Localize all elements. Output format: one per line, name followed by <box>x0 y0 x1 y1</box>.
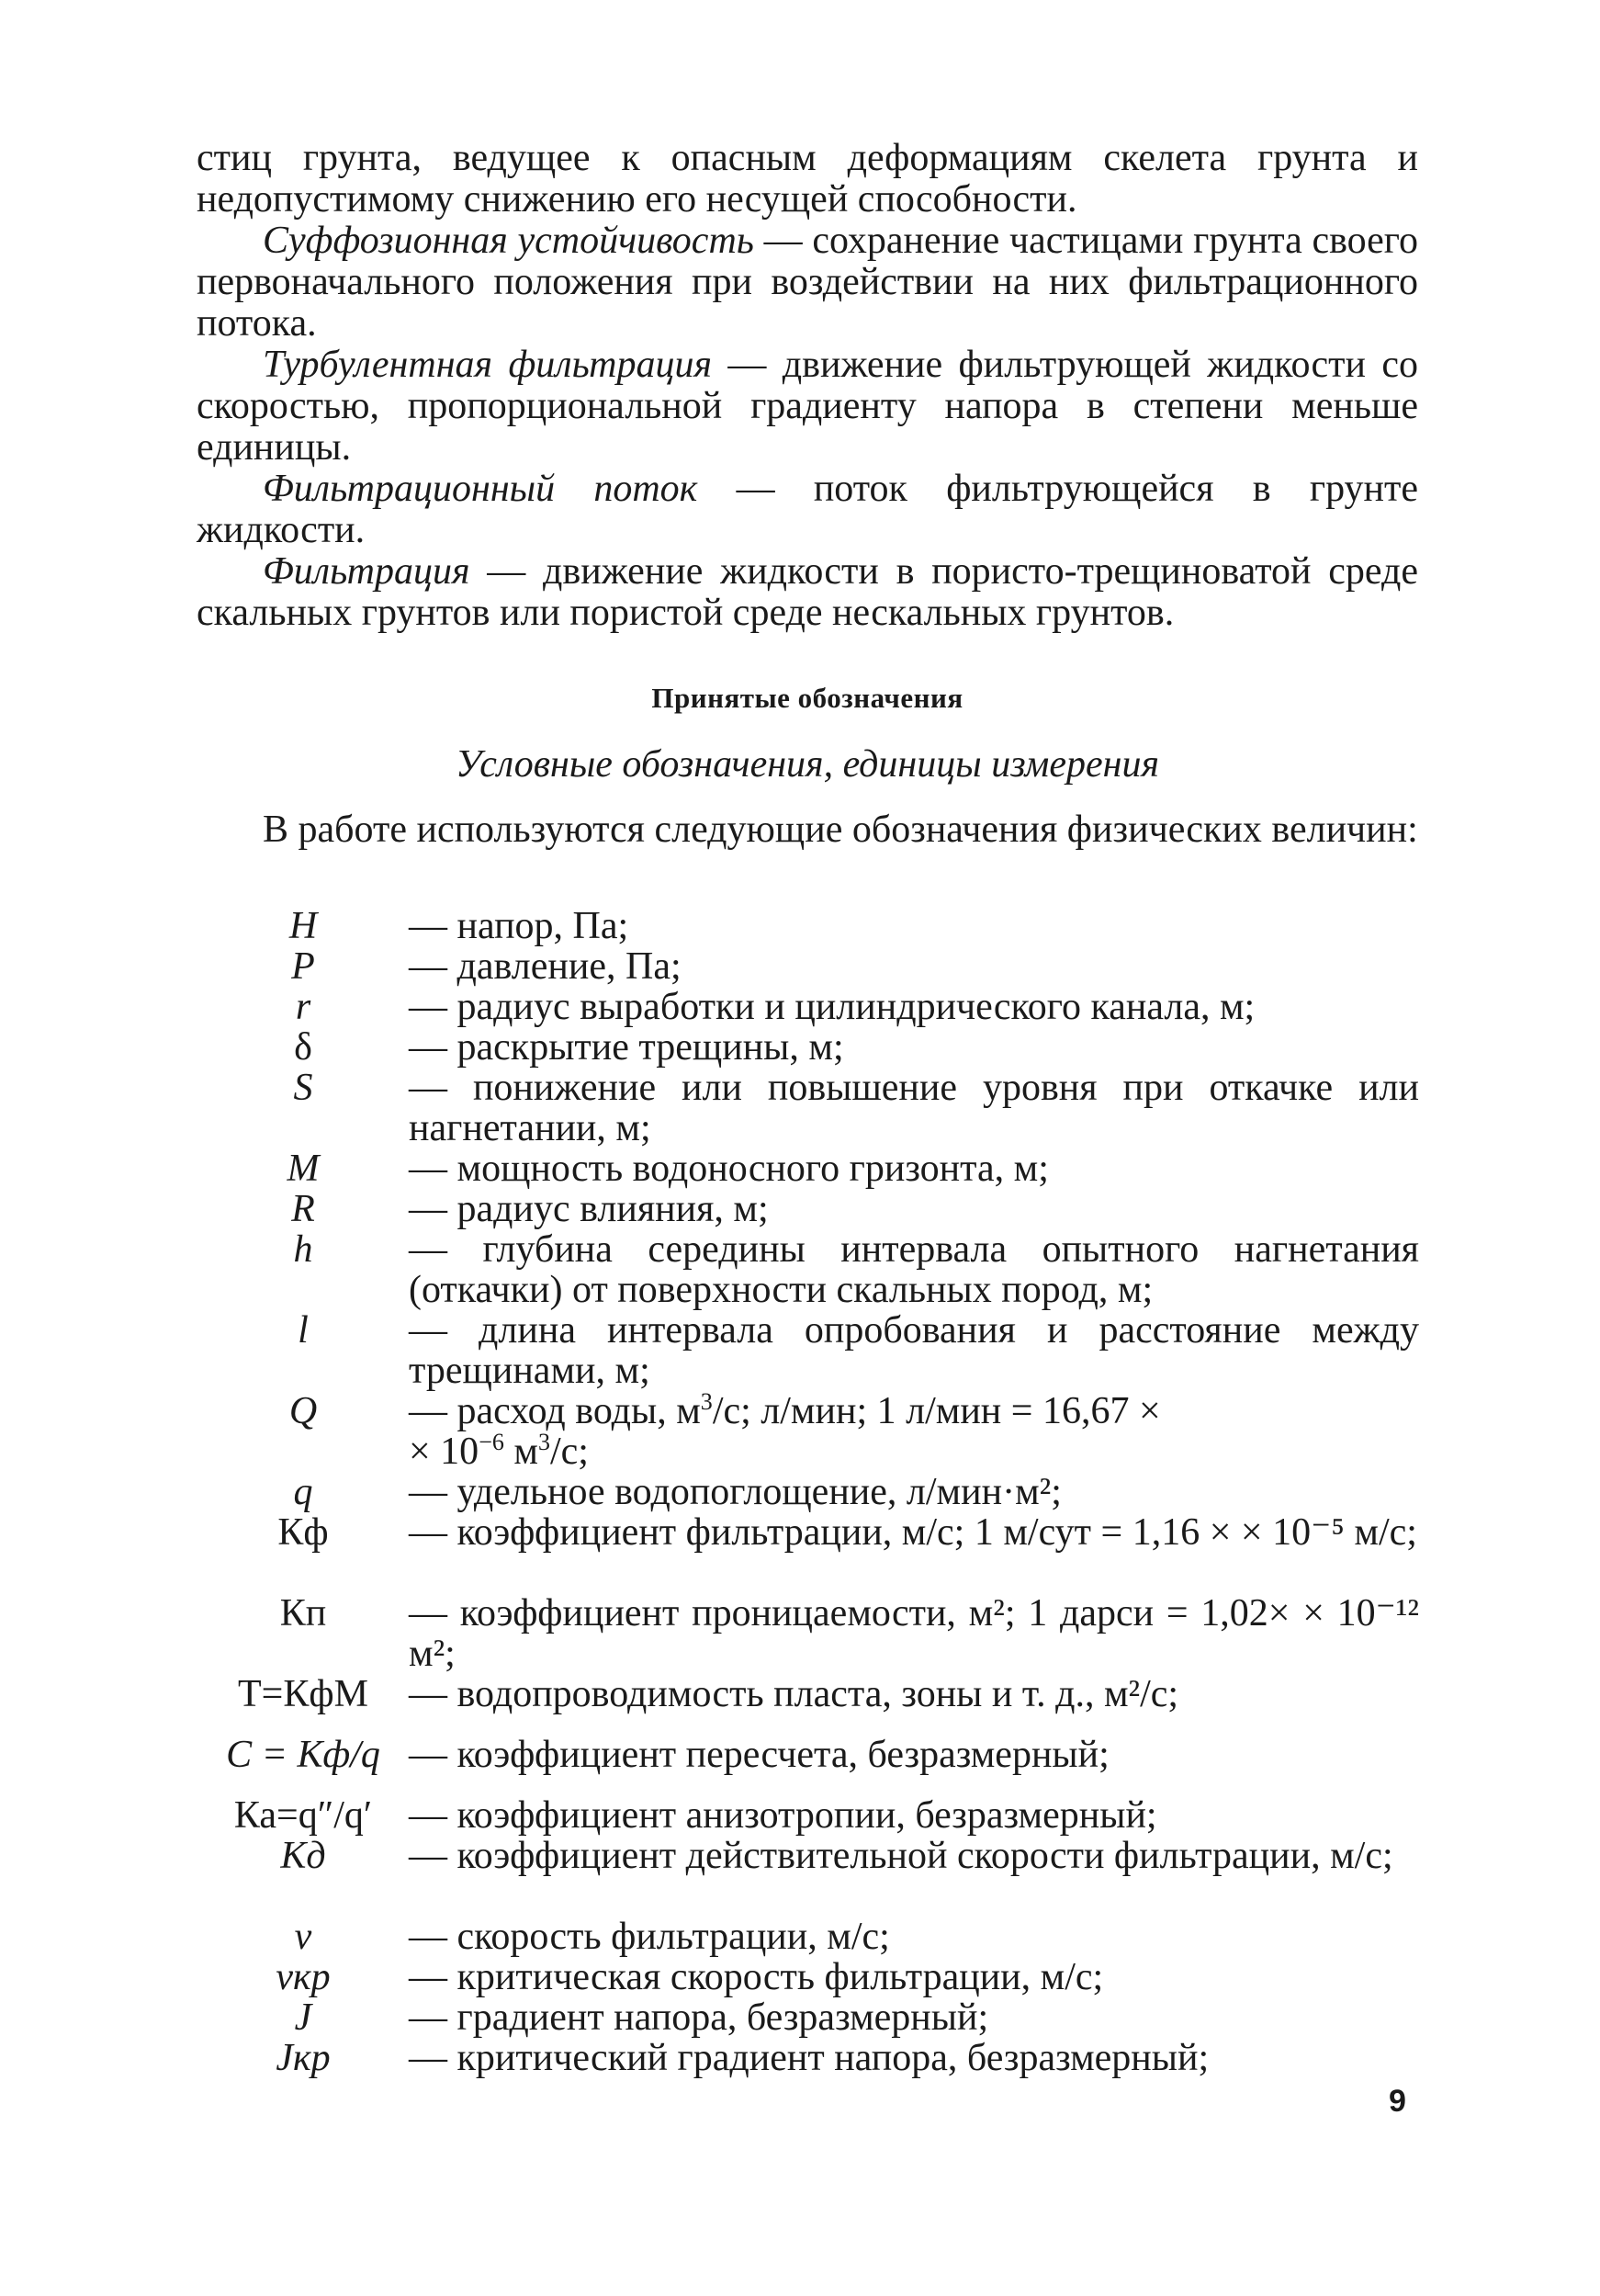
desc-part: м <box>503 1431 538 1473</box>
symbol: Ка=q″/q′ <box>233 1794 373 1837</box>
symbol-description: — давление, Па; <box>409 945 682 988</box>
symbol-description: — напор, Па; <box>409 905 629 947</box>
symbol-description: — мощность водоносного гризонта, м; <box>409 1148 1049 1190</box>
subsection-title: Условные обозначения, единицы измерения <box>456 743 1159 786</box>
desc-part: /с; л/мин; 1 л/мин = 16,67 × <box>712 1390 1161 1432</box>
intro-sentence <box>197 810 1418 849</box>
symbol-description: — раскрытие трещины, м; <box>409 1026 844 1069</box>
definition: — поток фильтрующейся в грунте жидкости. <box>197 468 1418 551</box>
term: Турбулентная фильтрация <box>263 344 712 386</box>
symbol: T=КфM <box>238 1673 368 1715</box>
definitions-block <box>197 138 1418 634</box>
desc-part: /с; <box>549 1431 589 1473</box>
paragraph <box>197 551 1418 634</box>
paragraph <box>197 138 1418 221</box>
paragraph-text: стиц грунта, ведущее к опасным деформациям скелета грунта и недопустимому снижению его несущей способности. <box>197 137 1418 221</box>
symbol-description: — водопроводимость пласта, зоны и т. д., м²/с; <box>409 1673 1179 1715</box>
symbol-description: — коэффициент фильтрации, м/с; 1 м/сут = 1,16 × × 10⁻⁵ м/с; <box>409 1511 1417 1554</box>
section-title: Принятые обозначения <box>651 682 963 714</box>
symbol-description: — радиус влияния, м; <box>409 1188 769 1230</box>
symbol-description: — градиент напора, безразмерный; <box>409 1996 989 2039</box>
definition: — сохранение частицами грунта своего первоначального положения при воздействии на них фильтрационного потока. <box>197 220 1418 345</box>
symbol: δ <box>294 1026 312 1069</box>
symbol-description: — понижение или повышение уровня при откачке или нагнетании, м; <box>409 1067 1419 1149</box>
symbol-description: — критический градиент напора, безразмерный; <box>409 2037 1210 2079</box>
definition: — движение жидкости в пористо-трещиноватой среде скальных грунтов или пористой среде нескальных грунтов. <box>197 550 1418 634</box>
desc-part: × 10 <box>409 1431 479 1473</box>
definition: — движение фильтрующей жидкости со скоростью, пропорциональной градиенту напора в степени меньше единицы. <box>197 344 1418 469</box>
symbol-description <box>409 1388 1419 1473</box>
superscript: −6 <box>479 1429 504 1455</box>
paragraph <box>197 469 1418 551</box>
symbol: r <box>295 986 311 1028</box>
symbol: H <box>288 905 318 947</box>
symbol-description: — глубина середины интервала опытного нагнетания (откачки) от поверхности скальных пород, м; <box>409 1228 1419 1311</box>
symbol: vкр <box>276 1956 331 1998</box>
symbol-description: — критическая скорость фильтрации, м/с; <box>409 1956 1104 1998</box>
symbol: J <box>294 1996 312 2039</box>
symbol: Кд <box>280 1835 326 1877</box>
symbol: l <box>298 1309 309 1352</box>
symbol: h <box>293 1228 313 1271</box>
page-number: 9 <box>1389 2084 1406 2119</box>
symbol: C = Кф/q <box>226 1734 380 1776</box>
superscript: 3 <box>700 1388 713 1415</box>
symbol: v <box>294 1916 312 1958</box>
term: Фильтрационный поток <box>263 468 698 510</box>
symbol: q <box>293 1471 313 1513</box>
symbol: R <box>291 1188 315 1230</box>
symbol-description: — коэффициент анизотропии, безразмерный; <box>409 1794 1157 1837</box>
paragraph <box>197 345 1418 469</box>
paragraph <box>197 221 1418 345</box>
symbol-description: — удельное водопоглощение, л/мин·м²; <box>409 1471 1062 1513</box>
symbol: P <box>291 945 315 988</box>
symbol-description: — скорость фильтрации, м/с; <box>409 1916 890 1958</box>
symbol: Q <box>288 1390 318 1432</box>
symbol: S <box>293 1067 313 1109</box>
symbol-description: — длина интервала опробования и расстояние между трещинами, м; <box>409 1309 1419 1392</box>
symbol-description: — коэффициент пересчета, безразмерный; <box>409 1734 1110 1776</box>
symbol: M <box>287 1148 320 1190</box>
superscript: 3 <box>537 1429 550 1455</box>
intro-paragraph: В работе используются следующие обозначения физических величин: <box>263 809 1418 851</box>
symbol-description: — коэффициент проницаемости, м²; 1 дарси = 1,02× × 10⁻¹² м²; <box>409 1592 1419 1675</box>
symbol: Кп <box>279 1592 327 1634</box>
term: Суффозионная устойчивость <box>263 220 754 262</box>
symbol-description: — коэффициент действительной скорости фильтрации, м/с; <box>409 1835 1393 1877</box>
symbol: Кф <box>277 1511 329 1554</box>
term: Фильтрация <box>263 550 470 593</box>
symbol-description: — радиус выработки и цилиндрического канала, м; <box>409 986 1256 1028</box>
desc-part: — расход воды, м <box>409 1390 701 1432</box>
symbol: Jкр <box>276 2037 331 2079</box>
